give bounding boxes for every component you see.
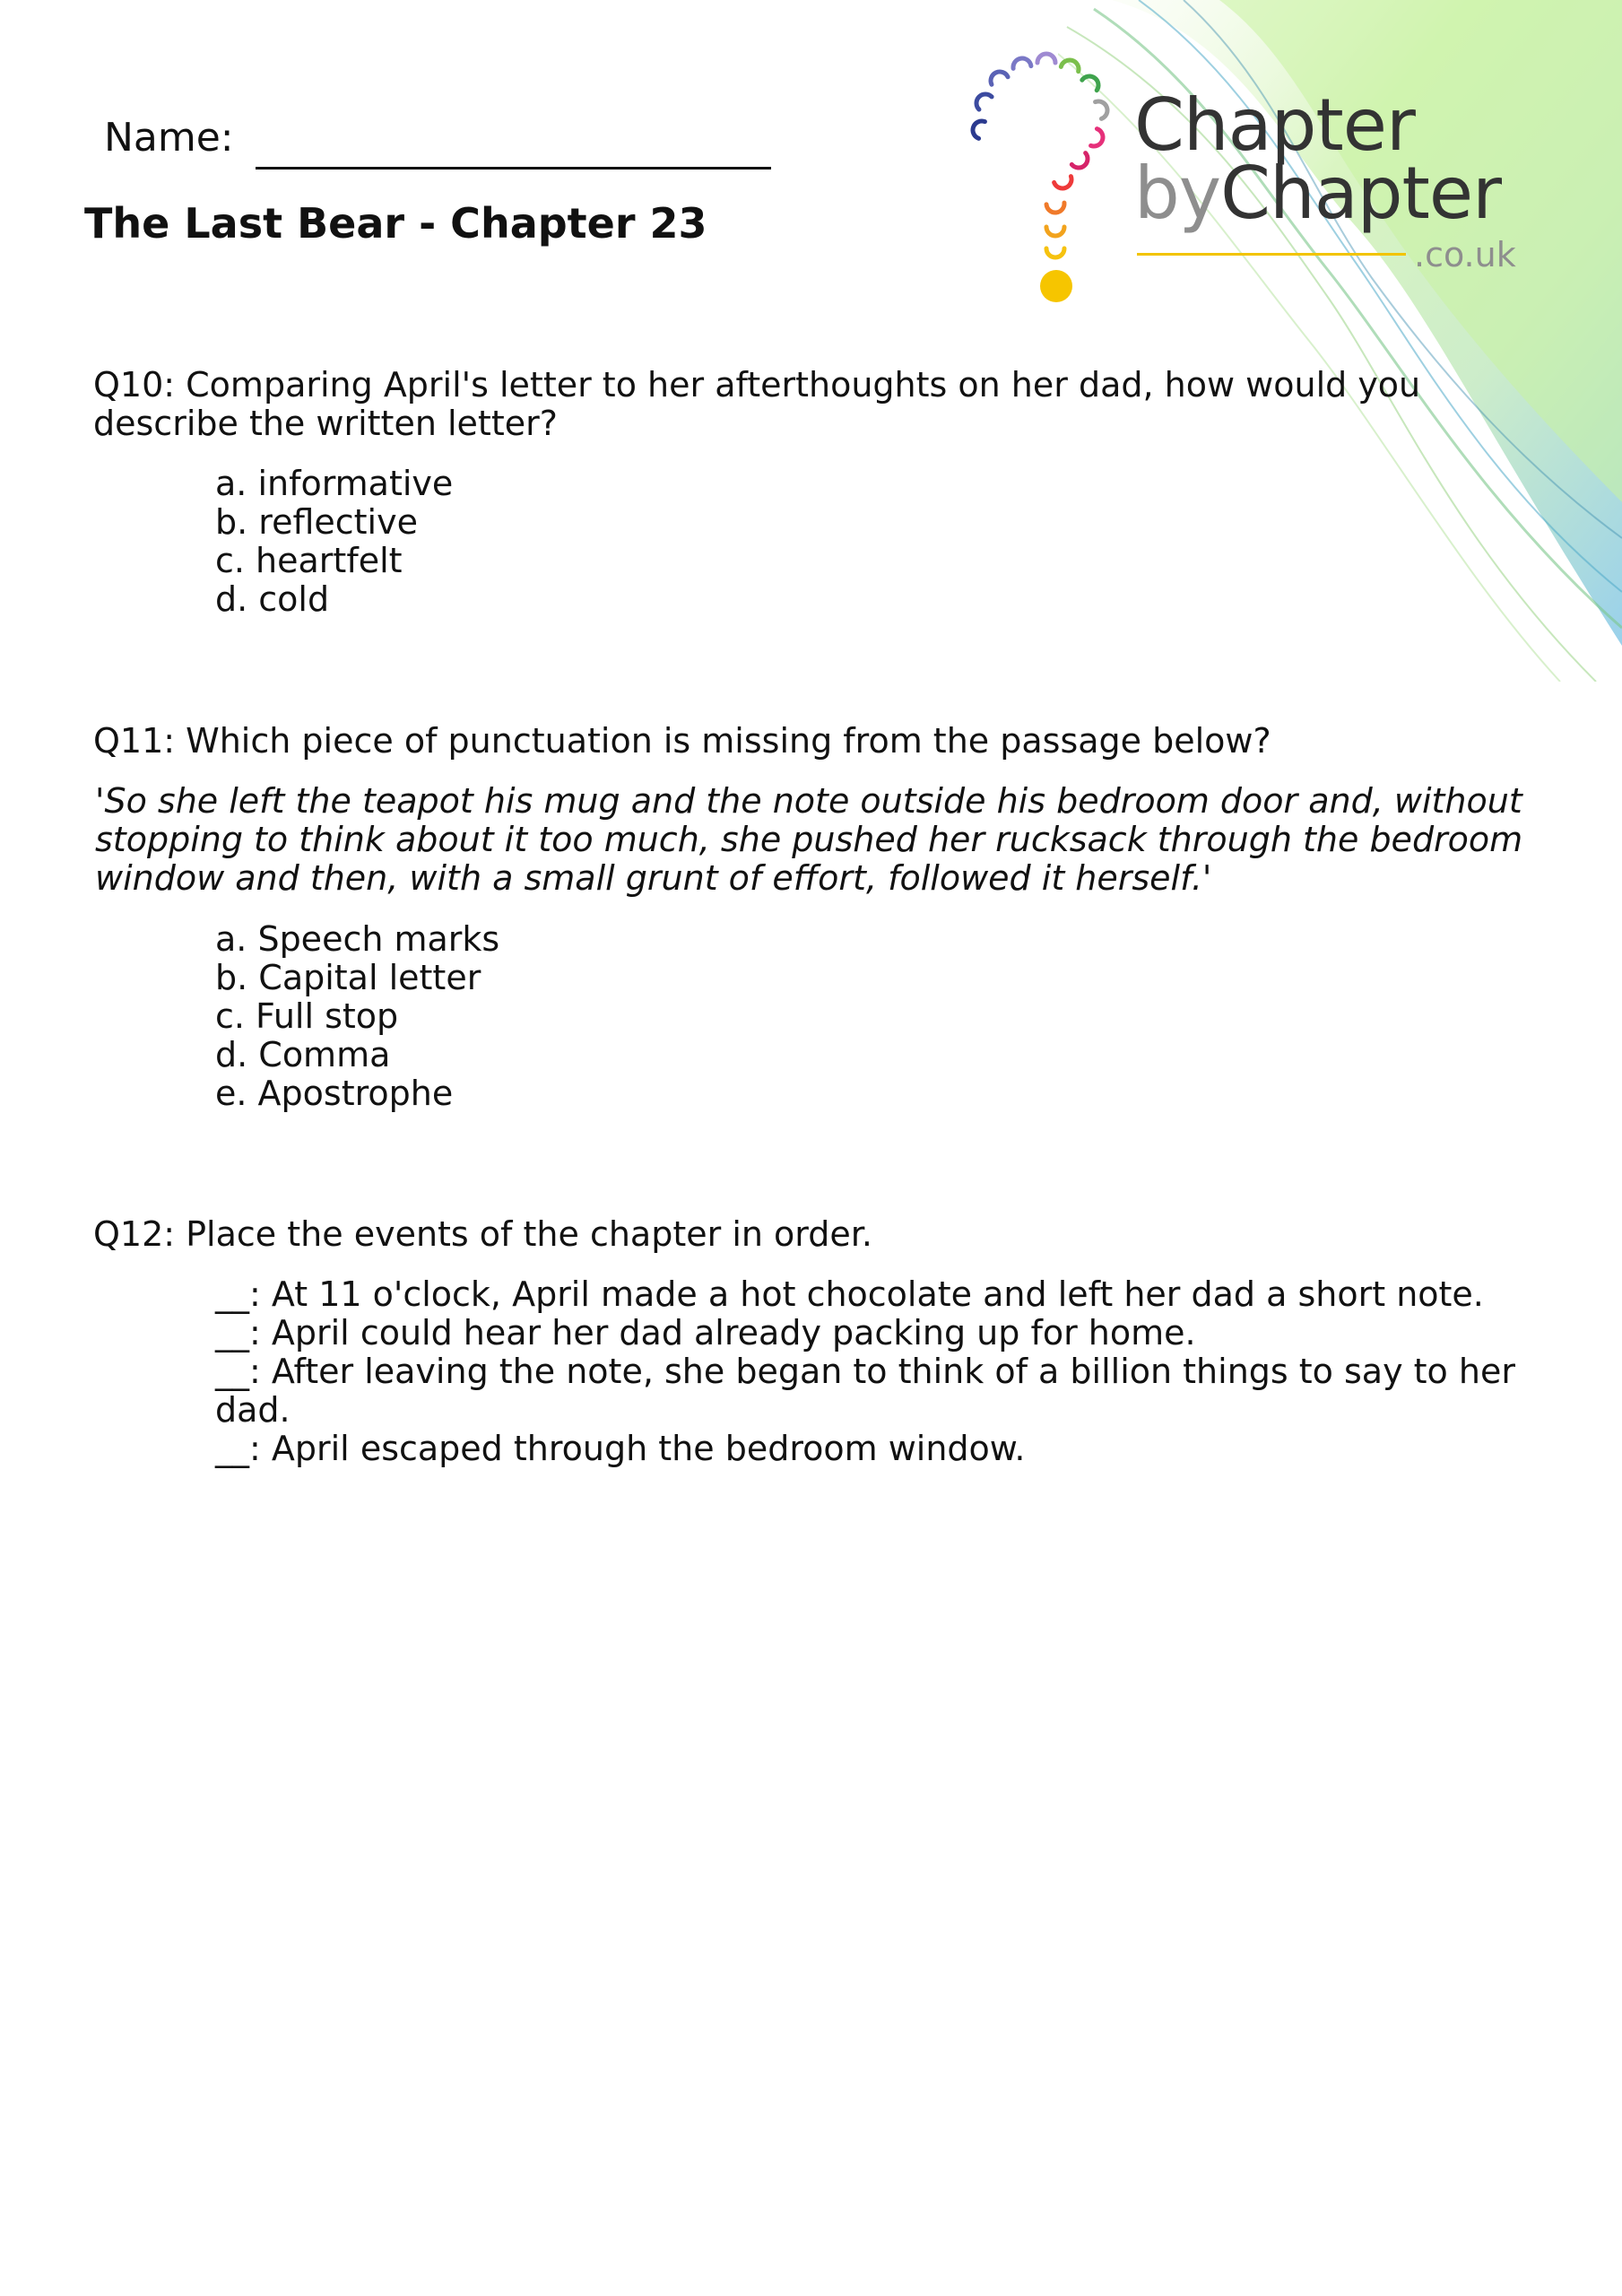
question-10-prompt: Q10: Comparing April's letter to her afterthoughts on her dad, how would you describe the written letter? [93, 365, 1421, 443]
logo-word-chapter: Chapter [1134, 83, 1415, 167]
option-item[interactable]: c. heartfelt [215, 541, 403, 580]
logo-word-by: by [1134, 152, 1221, 235]
option-item[interactable]: d. cold [215, 579, 330, 619]
question-mark-books-icon [970, 54, 1110, 257]
question-12-prompt: Q12: Place the events of the chapter in order. [93, 1214, 872, 1254]
event-item[interactable]: __: April could hear her dad already packing up for home. [215, 1313, 1196, 1352]
event-item[interactable]: __: After leaving the note, she began to think of a billion things to say to her dad. [215, 1352, 1515, 1430]
event-item[interactable]: __: At 11 o'clock, April made a hot chocolate and left her dad a short note. [215, 1274, 1484, 1314]
event-item[interactable]: __: April escaped through the bedroom window. [215, 1429, 1026, 1468]
question-11-prompt: Q11: Which piece of punctuation is missing from the passage below? [93, 721, 1271, 761]
option-item[interactable]: b. reflective [215, 502, 418, 542]
option-item[interactable]: a. Speech marks [215, 919, 500, 959]
name-label: Name: [104, 115, 234, 161]
question-mark-dot-icon [1040, 270, 1072, 302]
option-item[interactable]: b. Capital letter [215, 958, 481, 997]
logo-wordmark [1134, 83, 1501, 235]
option-item[interactable]: e. Apostrophe [215, 1074, 454, 1113]
option-item[interactable]: d. Comma [215, 1035, 391, 1074]
logo-underline [1137, 253, 1406, 256]
logo-word-chapter-2: Chapter [1220, 152, 1501, 235]
option-item[interactable]: c. Full stop [215, 996, 399, 1036]
logo-domain: .co.uk [1414, 235, 1516, 274]
question-10-options [215, 465, 1524, 619]
page-title: The Last Bear - Chapter 23 [84, 199, 707, 248]
option-item[interactable]: a. informative [215, 464, 454, 503]
logo-word-bychapter [1134, 152, 1501, 235]
question-11-passage: 'So she left the teapot his mug and the note outside his bedroom door and, without stopping to think about it too much, she pushed her rucksack through the bedroom window and then, with a small grunt of effort, followed it herself.' [95, 781, 1523, 898]
name-blank-line[interactable] [256, 167, 771, 170]
question-11-options [215, 920, 1524, 1113]
question-12-events [215, 1275, 1524, 1468]
